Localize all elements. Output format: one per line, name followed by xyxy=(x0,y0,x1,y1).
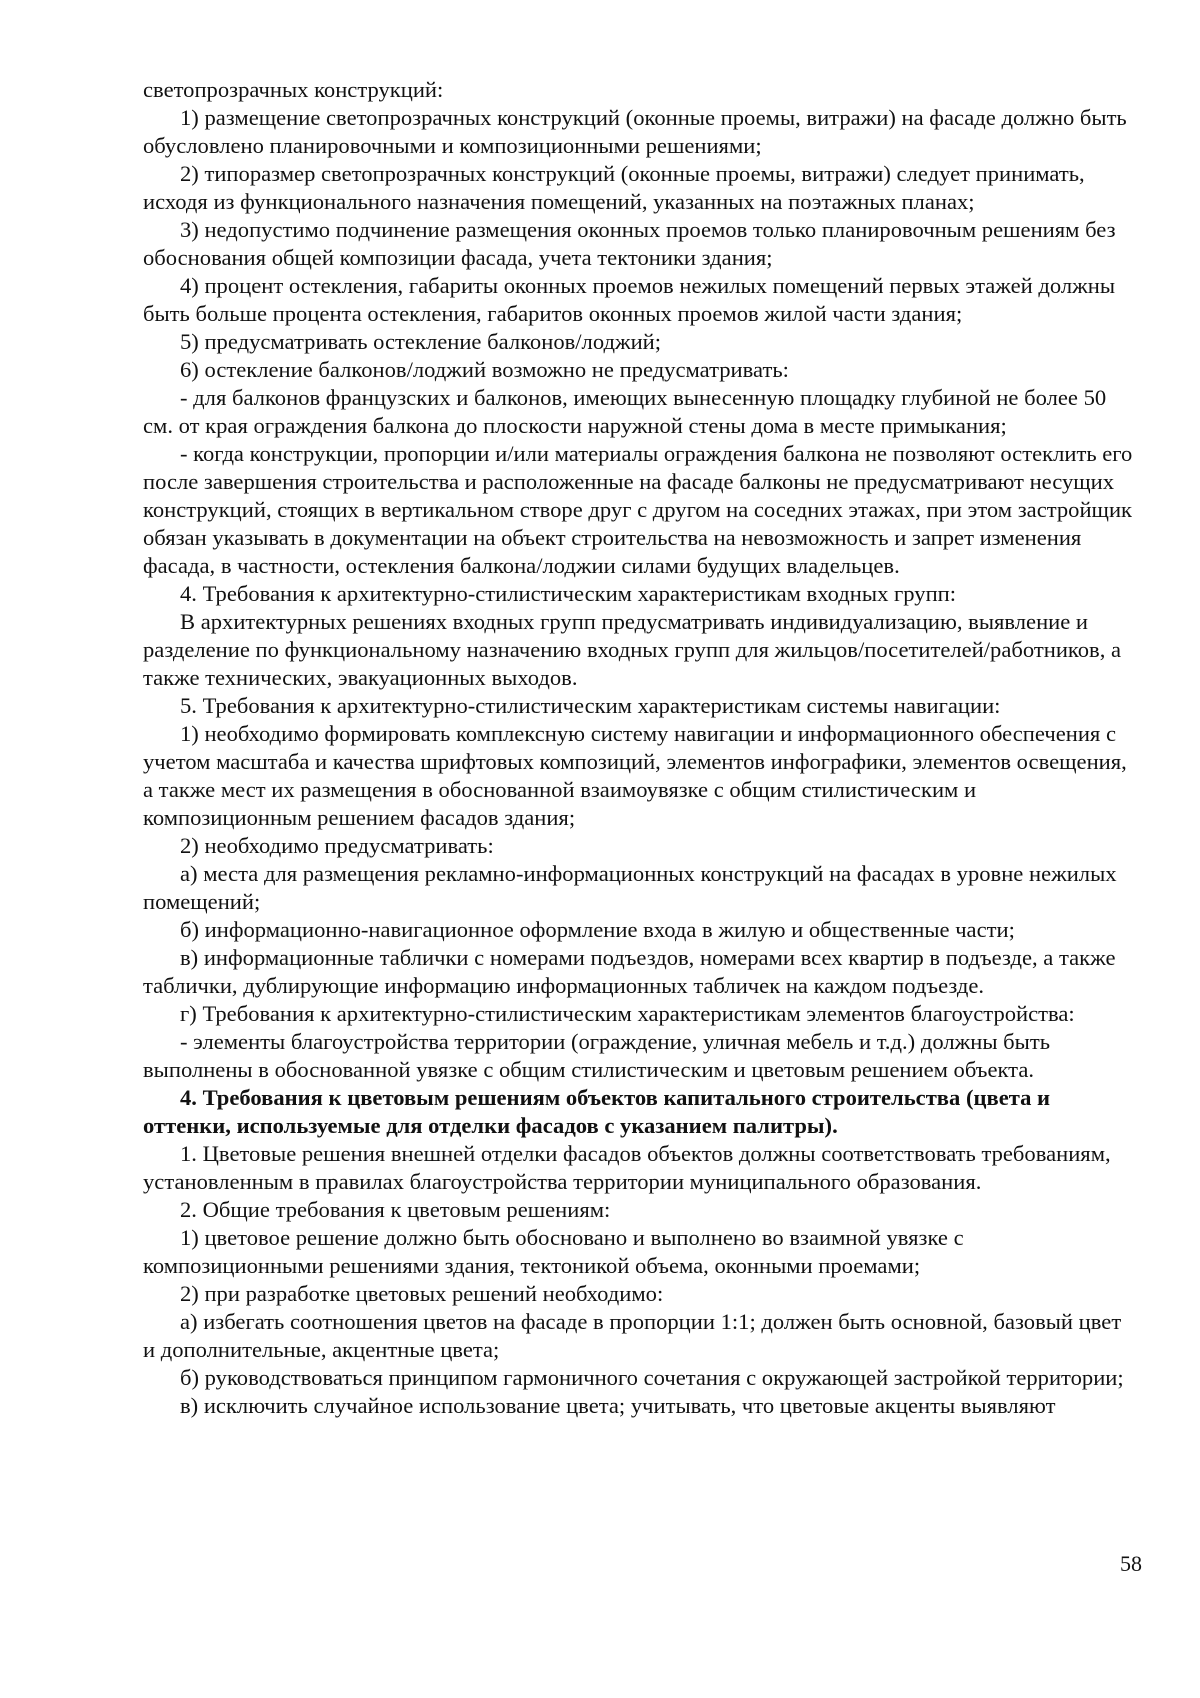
paragraph: светопрозрачных конструкций: xyxy=(143,77,444,102)
paragraph: а) избегать соотношения цветов на фасаде в пропорции 1:1; должен быть основной, базовый цвет и дополнительные, акцентные цвета; xyxy=(143,1309,1122,1362)
paragraph: 1. Цветовые решения внешней отделки фасадов объектов должны соответствовать требованиям, установленным в правилах благоустройства территории муниципального образования. xyxy=(143,1141,1111,1194)
paragraph: б) информационно-навигационное оформление входа в жилую и общественные части; xyxy=(180,917,1015,942)
paragraph: 2) при разработке цветовых решений необходимо: xyxy=(180,1281,664,1306)
section-heading: 4. Требования к цветовым решениям объектов капитального строительства (цвета и оттенки, используемые для отделки фасадов с указанием палитры). xyxy=(143,1085,1051,1138)
paragraph: 1) цветовое решение должно быть обосновано и выполнено во взаимной увязке с композиционными решениями здания, тектоникой объема, оконными проемами; xyxy=(143,1225,964,1278)
paragraph: 4. Требования к архитектурно-стилистическим характеристикам входных групп: xyxy=(180,581,957,606)
paragraph: в) исключить случайное использование цвета; учитывать, что цветовые акценты выявляют xyxy=(180,1393,1056,1418)
paragraph: 5) предусматривать остекление балконов/лоджий; xyxy=(180,329,662,354)
paragraph: 1) необходимо формировать комплексную систему навигации и информационного обеспечения с учетом масштаба и качества шрифтовых композиций, элементов инфографики, элементов освещения, а также мест их размещения в обоснованной взаимоувязке с общим стилистическим и композиционным решением фасадов здания; xyxy=(143,721,1127,830)
paragraph: - когда конструкции, пропорции и/или материалы ограждения балкона не позволяют остеклить его после завершения строительства и расположенные на фасаде балконы не предусматривают несущих конструкций, стоящих в вертикальном створе друг с другом на соседних этажах, при этом застройщик обязан указывать в документации на объект строительства на невозможность и запрет изменения фасада, в частности, остекления балкона/лоджии силами будущих владельцев. xyxy=(143,441,1133,578)
paragraph: 3) недопустимо подчинение размещения оконных проемов только планировочным решениям без обоснования общей композиции фасада, учета тектоники здания; xyxy=(143,217,1116,270)
paragraph: В архитектурных решениях входных групп предусматривать индивидуализацию, выявление и разделение по функциональному назначению входных групп для жильцов/посетителей/работников, а также технических, эвакуационных выходов. xyxy=(143,609,1122,690)
paragraph: 2) типоразмер светопрозрачных конструкций (оконные проемы, витражи) следует принимать, исходя из функционального назначения помещений, указанных на поэтажных планах; xyxy=(143,161,1085,214)
paragraph: в) информационные таблички с номерами подъездов, номерами всех квартир в подъезде, а также таблички, дублирующие информацию информационных табличек на каждом подъезде. xyxy=(143,945,1116,998)
paragraph: - для балконов французских и балконов, имеющих вынесенную площадку глубиной не более 50 см. от края ограждения балкона до плоскости наружной стены дома в месте примыкания; xyxy=(143,385,1107,438)
paragraph: 2) необходимо предусматривать: xyxy=(180,833,494,858)
paragraph: - элементы благоустройства территории (ограждение, уличная мебель и т.д.) должны быть выполнены в обоснованной увязке с общим стилистическим и цветовым решением объекта. xyxy=(143,1029,1051,1082)
paragraph: 5. Требования к архитектурно-стилистическим характеристикам системы навигации: xyxy=(180,693,1001,718)
paragraph: 4) процент остекления, габариты оконных проемов нежилых помещений первых этажей должны быть больше процента остекления, габаритов оконных проемов жилой части здания; xyxy=(143,273,1116,326)
paragraph: б) руководствоваться принципом гармоничного сочетания с окружающей застройкой территории; xyxy=(180,1365,1124,1390)
paragraph: а) места для размещения рекламно-информационных конструкций на фасадах в уровне нежилых помещений; xyxy=(143,861,1117,914)
paragraph: г) Требования к архитектурно-стилистическим характеристикам элементов благоустройства: xyxy=(180,1001,1075,1026)
page-number: 58 xyxy=(1120,1551,1142,1576)
paragraph: 2. Общие требования к цветовым решениям: xyxy=(180,1197,611,1222)
page-body xyxy=(143,76,1135,1420)
paragraph: 1) размещение светопрозрачных конструкций (оконные проемы, витражи) на фасаде должно быть обусловлено планировочными и композиционными решениями; xyxy=(143,105,1127,158)
paragraph: 6) остекление балконов/лоджий возможно не предусматривать: xyxy=(180,357,789,382)
